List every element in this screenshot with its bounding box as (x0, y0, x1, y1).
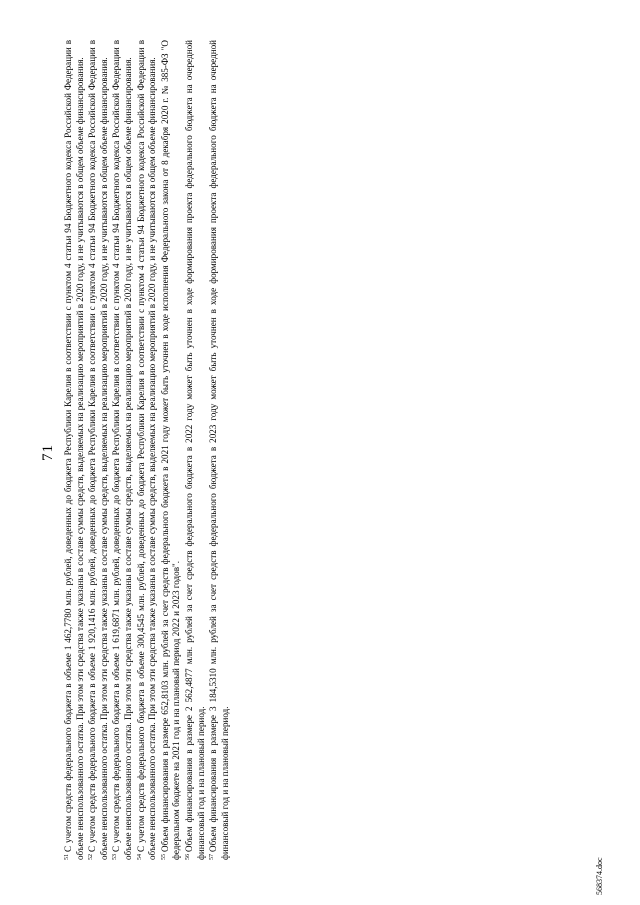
footnote (183, 40, 207, 860)
page-number: 71 (40, 444, 56, 461)
footnote (159, 40, 183, 860)
footnote-number: 56 (184, 854, 191, 860)
footnote-number: 52 (88, 854, 95, 860)
footnote (207, 40, 231, 860)
footnotes-block (62, 40, 231, 860)
footnote-text: Объем финансирования в размере 652,8103 млн. рублей за счет средств федерального бюджета в 2021 году может быть уточнен в ходе исполнения Федерального закона от 8 декабря 2020 г. № 385-ФЗ "О федеральном бюджете на 2021 год и на плановый период 2022 и 2023 годов". (159, 40, 182, 860)
footnote-number: 54 (136, 854, 143, 860)
footnote (110, 40, 134, 860)
footnote-number: 53 (112, 854, 119, 860)
document-file-name: 568374.doc (595, 857, 604, 895)
footnote-number: 55 (160, 854, 167, 860)
footnote-text: С учетом средств федерального бюджета в объеме 1 462,7780 млн. рублей, доведенных до бюджета Республики Карелия в соответствии с пунктом 4 статьи 94 Бюджетного кодекса Российской Федерации в объеме неиспользованного остатка. При этом эти средства также указаны в составе суммы средств, выделяемых на реализацию мероприятий в 2020 году, и не учитываются в общем объеме финансирования. (63, 40, 85, 860)
footnote (62, 40, 86, 860)
footnote-number: 57 (209, 854, 216, 860)
footnote-text: С учетом средств федерального бюджета в объеме 300,4545 млн. рублей, доведенных до бюджета Республики Карелия в соответствии с пунктом 4 статьи 94 Бюджетного кодекса Российской Федерации в объеме неиспользованного остатка. При этом эти средства также указаны в составе суммы средств, выделяемых на реализацию мероприятий в 2020 году, и не учитываются в общем объеме финансирования. (135, 40, 158, 860)
footnote (86, 40, 110, 860)
footnote-text: С учетом средств федерального бюджета в объеме 1 920,1416 млн. рублей, доведенных до бюджета Республики Карелия в соответствии с пунктом 4 статьи 94 Бюджетного кодекса Российской Федерации в объеме неиспользованного остатка. При этом эти средства также указаны в составе суммы средств, выделяемых на реализацию мероприятий в 2020 году, и не учитываются в общем объеме финансирования. (87, 40, 109, 860)
footnote-number: 51 (64, 854, 70, 860)
footnote-text: Объем финансирования в размере 3 184,5310 млн. рублей за счет средств федерального бюджета в 2023 году может быть уточнен в ходе формирования проекта федерального бюджета на очередной финансовый год и на плановый период. (208, 40, 230, 860)
footnote-text: Объем финансирования в размере 2 562,4877 млн. рублей за счет средств федерального бюджета в 2022 году может быть уточнен в ходе формирования проекта федерального бюджета на очередной финансовый год и на плановый период. (183, 40, 206, 860)
footnote-text: С учетом средств федерального бюджета в объеме 1 619,6871 млн. рублей, доведенных до бюджета Республики Карелия в соответствии с пунктом 4 статьи 94 Бюджетного кодекса Российской Федерации в объеме неиспользованного остатка. При этом эти средства также указаны в составе суммы средств, выделяемых на реализацию мероприятий в 2020 году, и не учитываются в общем объеме финансирования. (111, 40, 133, 860)
footnote (135, 40, 159, 860)
